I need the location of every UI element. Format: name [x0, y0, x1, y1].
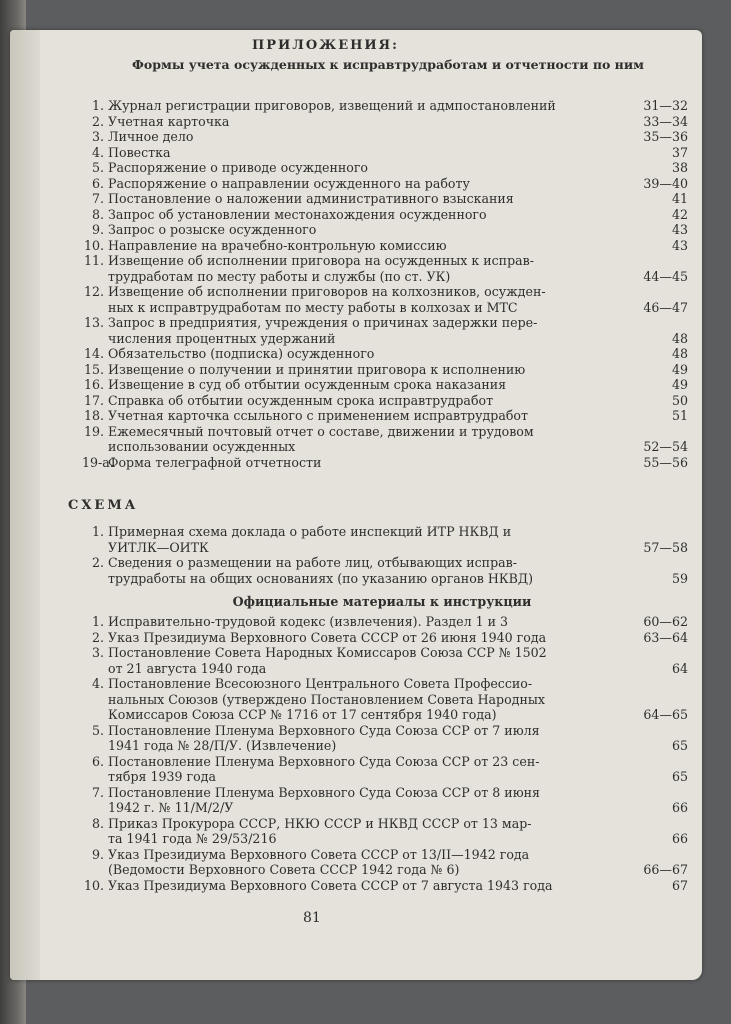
entry-number: 10. — [83, 877, 104, 893]
entry-first-line — [82, 424, 688, 440]
official-entry — [82, 878, 688, 894]
entry-continuation: от 21 августа 1940 года — [108, 660, 267, 676]
entry-page: 38 — [671, 160, 688, 175]
entry-page: 51 — [671, 408, 688, 423]
entry-page: 52—54 — [643, 439, 688, 454]
form-entry — [82, 222, 688, 238]
entry-number: 2. — [91, 555, 104, 570]
entry-continuation: использовании осужденных — [108, 439, 296, 454]
entry-title: Постановление Пленума Верховного Суда Союза ССР от 8 июня — [108, 784, 540, 800]
forms-subheading: Формы учета осужденных к исправтрудработам и отчетности по ним — [132, 57, 644, 72]
entry-page: 48 — [671, 346, 688, 361]
form-entry — [82, 315, 688, 346]
entry-number: 2. — [91, 629, 104, 645]
entry-first-line — [82, 346, 688, 362]
entry-first-line — [82, 555, 688, 571]
official-entry — [82, 785, 688, 816]
entry-page: 55—56 — [643, 454, 688, 470]
entry-first-line — [82, 377, 688, 393]
schema-entry — [82, 524, 688, 555]
entry-page: 66 — [671, 800, 688, 815]
entry-title: Справка об отбытии осужденным срока исправтрудработ — [108, 392, 494, 408]
entry-page: 65 — [671, 769, 688, 784]
entry-number: 11. — [83, 253, 104, 268]
entry-page: 65 — [671, 738, 688, 753]
form-entry — [82, 424, 688, 455]
form-entry — [82, 393, 688, 409]
entry-number: 6. — [91, 753, 104, 769]
entry-title: Указ Президиума Верховного Совета СССР от 13/II—1942 года — [108, 846, 530, 862]
entry-title: Повестка — [108, 144, 171, 160]
official-entry — [82, 614, 688, 630]
official-entry — [82, 754, 688, 785]
entry-page: 59 — [671, 570, 688, 586]
form-entry — [82, 455, 688, 471]
entry-title: Исправительно-трудовой кодекс (извлечения). Раздел 1 и 3 — [108, 614, 509, 629]
entry-first-line — [82, 878, 688, 894]
entry-title: Примерная схема доклада о работе инспекций ИТР НКВД и — [108, 524, 512, 539]
form-entry — [82, 129, 688, 145]
entry-page: 37 — [671, 144, 688, 160]
entry-page: 64—65 — [643, 707, 688, 722]
entry-title: Обязательство (подписка) осужденного — [108, 346, 375, 361]
entry-number: 17. — [83, 392, 104, 408]
entry-number: 5. — [91, 160, 104, 175]
entry-continuation: 1942 г. № 11/М/2/У — [108, 800, 234, 815]
entry-number: 18. — [83, 408, 104, 423]
entry-page: 43 — [671, 222, 688, 237]
entry-first-line — [82, 98, 688, 114]
entry-title: Постановление Всесоюзного Центрального Совета Профессио- — [108, 676, 533, 691]
entry-title: Приказ Прокурора СССР, НКЮ СССР и НКВД СССР от 13 мар- — [108, 815, 532, 831]
page-number: 81 — [303, 910, 321, 926]
entry-first-line — [82, 676, 688, 692]
entry-number: 9. — [91, 222, 104, 237]
entry-number: 3. — [91, 129, 104, 144]
entry-title: Запрос о розыске осужденного — [108, 222, 317, 237]
entry-title: Сведения о размещении на работе лиц, отбывающих исправ- — [108, 555, 517, 570]
entry-number: 4. — [91, 676, 104, 691]
entry-number: 8. — [91, 206, 104, 222]
entry-title: Распоряжение о направлении осужденного на работу — [108, 175, 470, 191]
entry-first-line — [82, 455, 688, 471]
form-entry — [82, 238, 688, 254]
entry-page: 64 — [671, 660, 688, 676]
entry-title: Ежемесячный почтовый отчет о составе, движении и трудовом — [108, 423, 534, 439]
form-entry — [82, 346, 688, 362]
page-edge — [10, 30, 40, 980]
entry-continuation: Комиссаров Союза ССР № 1716 от 17 сентября 1940 года) — [108, 707, 497, 722]
entry-title: Извещение об исполнении приговора на осужденных к исправ- — [108, 253, 534, 268]
entry-number: 13. — [83, 315, 104, 330]
entry-page: 67 — [671, 877, 688, 893]
entry-title: Направление на врачебно-контрольную комиссию — [108, 237, 447, 253]
entry-title: Учетная карточка ссыльного с применением исправтрудработ — [108, 408, 528, 423]
entry-page: 66 — [671, 831, 688, 846]
entry-number: 12. — [83, 284, 104, 299]
official-entry — [82, 847, 688, 878]
entry-first-line — [82, 253, 688, 269]
entry-first-line — [82, 129, 688, 145]
entry-first-line — [82, 630, 688, 646]
entry-title: Указ Президиума Верховного Совета СССР от 26 июня 1940 года — [108, 629, 547, 645]
entry-page: 49 — [671, 377, 688, 392]
schema-entry — [82, 555, 688, 586]
entry-first-line — [82, 315, 688, 331]
form-entry — [82, 176, 688, 192]
entry-first-line — [82, 207, 688, 223]
entry-first-line — [82, 393, 688, 409]
entry-first-line — [82, 176, 688, 192]
entry-title: Указ Президиума Верховного Совета СССР от 7 августа 1943 года — [108, 877, 553, 893]
entry-page: 35—36 — [643, 129, 688, 144]
schema-heading: СХЕМА — [68, 498, 139, 513]
entry-first-line — [82, 284, 688, 300]
entry-number: 7. — [91, 784, 104, 800]
entry-title: Постановление Совета Народных Комиссаров Союза ССР № 1502 — [108, 645, 547, 660]
entry-number: 5. — [91, 722, 104, 738]
form-entry — [82, 191, 688, 207]
entry-page: 49 — [671, 361, 688, 377]
entry-page: 42 — [671, 206, 688, 222]
entry-title: Постановление Пленума Верховного Суда Союза ССР от 23 сен- — [108, 753, 540, 769]
official-entry — [82, 723, 688, 754]
entry-first-line — [82, 145, 688, 161]
entry-title: Постановление о наложении административного взыскания — [108, 191, 514, 206]
entry-page: 63—64 — [643, 629, 688, 645]
entry-first-line — [82, 785, 688, 801]
entry-first-line — [82, 408, 688, 424]
form-entry — [82, 284, 688, 315]
entry-title: Извещение в суд об отбытии осужденным срока наказания — [108, 377, 507, 392]
entry-number: 19-а. — [82, 454, 114, 470]
entry-page: 60—62 — [643, 614, 688, 629]
entry-number: 3. — [91, 645, 104, 660]
entry-page: 33—34 — [643, 113, 688, 129]
entry-first-line — [82, 816, 688, 832]
entry-first-line — [82, 160, 688, 176]
entry-number: 8. — [91, 815, 104, 831]
entry-page: 41 — [671, 191, 688, 206]
book-page — [10, 30, 702, 980]
appendix-heading: ПРИЛОЖЕНИЯ: — [252, 38, 399, 53]
entry-number: 6. — [91, 175, 104, 191]
entry-first-line — [82, 754, 688, 770]
entry-first-line — [82, 723, 688, 739]
entry-page: 46—47 — [643, 299, 688, 315]
entry-title: Постановление Пленума Верховного Суда Союза ССР от 7 июля — [108, 722, 540, 738]
entry-number: 14. — [83, 346, 104, 361]
entry-page: 39—40 — [643, 175, 688, 191]
form-entry — [82, 145, 688, 161]
form-entry — [82, 377, 688, 393]
entry-continuation: ных к исправтрудработам по месту работы в колхозах и МТС — [108, 299, 518, 315]
entry-continuation: 1941 года № 28/П/У. (Извлечение) — [108, 738, 337, 753]
entry-number: 1. — [91, 524, 104, 539]
entry-title: Извещение о получении и принятии приговора к исполнению — [108, 361, 526, 377]
official-materials-heading: Официальные материалы к инструкции — [232, 594, 532, 609]
entry-number: 16. — [83, 377, 104, 392]
entry-page: 48 — [671, 330, 688, 346]
entry-first-line — [82, 191, 688, 207]
entry-number: 19. — [83, 423, 104, 439]
entry-number: 1. — [91, 98, 104, 113]
entry-title: Учетная карточка — [108, 113, 230, 129]
entry-title: Извещение об исполнении приговоров на колхозников, осужден- — [108, 284, 546, 299]
entry-continuation: УИТЛК—ОИТК — [108, 539, 209, 555]
entry-continuation: трудработы на общих основаниях (по указанию органов НКВД) — [108, 570, 534, 586]
official-entry — [82, 645, 688, 676]
entry-continuation: та 1941 года № 29/53/216 — [108, 831, 277, 846]
entry-continuation: числения процентных удержаний — [108, 330, 336, 346]
entry-continuation: (Ведомости Верховного Совета СССР 1942 года № 6) — [108, 862, 460, 877]
official-entry — [82, 816, 688, 847]
form-entry — [82, 98, 688, 114]
entry-number: 9. — [91, 846, 104, 862]
official-entry — [82, 630, 688, 646]
entry-first-line — [82, 222, 688, 238]
entry-page: 43 — [671, 237, 688, 253]
entry-page: 57—58 — [643, 539, 688, 555]
entry-title: Запрос в предприятия, учреждения о причинах задержки пере- — [108, 315, 538, 330]
form-entry — [82, 160, 688, 176]
entry-title: Форма телеграфной отчетности — [108, 454, 322, 470]
entry-title: Распоряжение о приводе осужденного — [108, 160, 369, 175]
entry-first-line — [82, 847, 688, 863]
entry-first-line — [82, 524, 688, 540]
entry-continuation: нальных Союзов (утверждено Постановлением Совета Народных — [108, 691, 545, 707]
form-entry — [82, 362, 688, 378]
form-entry — [82, 114, 688, 130]
entry-number: 4. — [91, 144, 104, 160]
form-entry — [82, 253, 688, 284]
form-entry — [82, 408, 688, 424]
entry-number: 10. — [83, 237, 104, 253]
entry-title: Журнал регистрации приговоров, извещений и адмпостановлений — [108, 98, 556, 113]
entry-first-line — [82, 238, 688, 254]
entry-page: 50 — [671, 392, 688, 408]
entry-first-line — [82, 645, 688, 661]
entry-number: 15. — [83, 361, 104, 377]
entry-continuation: трудработам по месту работы и службы (по ст. УК) — [108, 268, 451, 284]
entry-first-line — [82, 614, 688, 630]
form-entry — [82, 207, 688, 223]
official-entry — [82, 676, 688, 723]
entry-page: 66—67 — [643, 862, 688, 877]
entry-first-line — [82, 362, 688, 378]
entry-number: 7. — [91, 191, 104, 206]
entry-continuation: тября 1939 года — [108, 769, 217, 784]
entry-number: 2. — [91, 113, 104, 129]
entry-page: 44—45 — [643, 268, 688, 284]
entry-number: 1. — [91, 614, 104, 629]
entry-title: Личное дело — [108, 129, 194, 144]
entry-title: Запрос об установлении местонахождения осужденного — [108, 206, 487, 222]
entry-first-line — [82, 114, 688, 130]
entry-page: 31—32 — [643, 98, 688, 113]
